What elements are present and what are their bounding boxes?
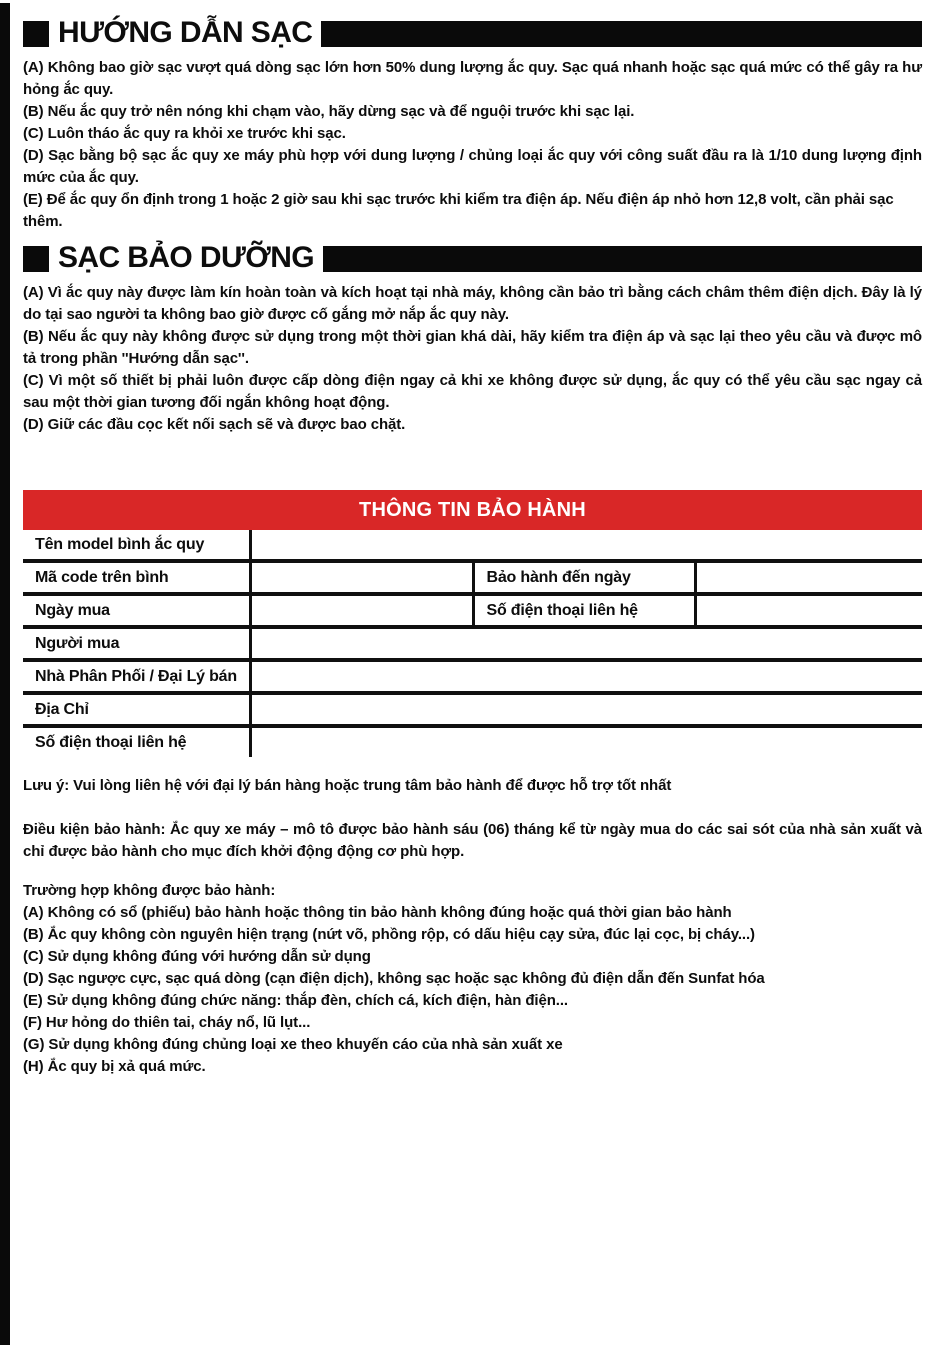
header-rule-bar xyxy=(323,246,922,272)
value-cell-dealer xyxy=(250,660,922,693)
value-cell-purchase-date xyxy=(250,594,473,627)
black-square-bullet xyxy=(23,21,49,47)
table-row-contact-phone xyxy=(23,726,922,757)
warranty-exclusions xyxy=(23,880,922,1078)
section-charging-header xyxy=(23,16,922,52)
maintenance-paragraph-d: (D) Giữ các đầu cọc kết nối sạch sẽ và được bao chặt. xyxy=(23,416,406,433)
exclusion-item-a: (A) Không có sổ (phiếu) bảo hành hoặc thông tin bảo hành không đúng hoặc quá thời gian bảo hành xyxy=(23,904,732,921)
table-row-address xyxy=(23,693,922,726)
charging-paragraph-c: (C) Luôn tháo ắc quy ra khỏi xe trước khi sạc. xyxy=(23,125,346,142)
exclusion-item-d: (D) Sạc ngược cực, sạc quá dòng (cạn điện dịch), không sạc hoặc sạc không đủ điện dẫn đến Sunfat hóa xyxy=(23,970,765,987)
charging-paragraph-a: (A) Không bao giờ sạc vượt quá dòng sạc lớn hơn 50% dung lượng ắc quy. Sạc quá nhanh hoặc sạc quá mức có thể gây ra hư hỏng ắc quy. xyxy=(23,59,922,98)
section-charging-title: HƯỚNG DẪN SẠC xyxy=(58,16,313,49)
table-row-buyer xyxy=(23,627,922,660)
label-cell-buyer: Người mua xyxy=(23,627,250,660)
charging-paragraph-e: (E) Để ắc quy ổn định trong 1 hoặc 2 giờ sau khi sạc trước khi kiểm tra điện áp. Nếu điện áp nhỏ hơn 12,8 volt, cần phải sạc thêm. xyxy=(23,191,894,230)
label-cell-dealer: Nhà Phân Phối / Đại Lý bán xyxy=(23,660,250,693)
maintenance-paragraph-c: (C) Vì một số thiết bị phải luôn được cấp dòng điện ngay cả khi xe không được sử dụng, ắc quy có thể yêu cầu sạc ngay cả sau một thời gian tương đối ngắn không hoạt động. xyxy=(23,372,922,411)
exclusion-item-h: (H) Ắc quy bị xả quá mức. xyxy=(23,1058,206,1075)
value-cell-contact-phone xyxy=(250,726,922,757)
label-cell-model: Tên model bình ắc quy xyxy=(23,530,250,561)
value-cell-buyer xyxy=(250,627,922,660)
maintenance-paragraph-b: (B) Nếu ắc quy này không được sử dụng trong một thời gian khá dài, hãy kiểm tra điện áp và sạc lại theo yêu cầu và được mô tả trong phần ''Hướng dẫn sạc''. xyxy=(23,328,922,367)
value-cell-warranty-until xyxy=(695,561,922,594)
left-fold-bar xyxy=(0,3,10,1345)
table-row-dealer xyxy=(23,660,922,693)
section-charging xyxy=(23,16,922,233)
value-cell-phone xyxy=(695,594,922,627)
support-note: Lưu ý: Vui lòng liên hệ với đại lý bán hàng hoặc trung tâm bảo hành để được hỗ trợ tốt nhất xyxy=(23,777,672,794)
value-cell-model xyxy=(250,530,922,561)
warranty-conditions: Điều kiện bảo hành: Ắc quy xe máy – mô tô được bảo hành sáu (06) tháng kể từ ngày mua do các sai sót của nhà sản xuất và chỉ được bảo hành cho mục đích khởi động động cơ phù hợp. xyxy=(23,821,922,860)
charging-paragraphs xyxy=(23,57,922,233)
warranty-info-section xyxy=(23,490,922,757)
exclusions-title: Trường hợp không được bảo hành: xyxy=(23,882,276,899)
exclusion-item-e: (E) Sử dụng không đúng chức năng: thắp đèn, chích cá, kích điện, hàn điện... xyxy=(23,992,568,1009)
table-row-model xyxy=(23,530,922,561)
section-maintenance-title: SẠC BẢO DƯỠNG xyxy=(58,241,315,274)
maintenance-paragraphs xyxy=(23,282,922,436)
exclusion-item-c: (C) Sử dụng không đúng với hướng dẫn sử dụng xyxy=(23,948,371,965)
warranty-table-header: THÔNG TIN BẢO HÀNH xyxy=(23,490,922,530)
exclusion-item-b: (B) Ắc quy không còn nguyên hiện trạng (nứt võ, phồng rộp, có dấu hiệu cạy sửa, đúc lại cọc, bị cháy...) xyxy=(23,926,755,943)
charging-paragraph-b: (B) Nếu ắc quy trở nên nóng khi chạm vào, hãy dừng sạc và để nguội trước khi sạc lại. xyxy=(23,103,635,120)
exclusion-item-f: (F) Hư hỏng do thiên tai, cháy nổ, lũ lụt... xyxy=(23,1014,311,1031)
section-maintenance-header xyxy=(23,241,922,277)
charging-paragraph-d: (D) Sạc bằng bộ sạc ắc quy xe máy phù hợp với dung lượng / chủng loại ắc quy với công suất đầu ra là 1/10 dung lượng định mức của ắc quy. xyxy=(23,147,922,186)
warranty-table xyxy=(23,530,922,757)
label-cell-purchase-date: Ngày mua xyxy=(23,594,250,627)
label-cell-phone: Số điện thoại liên hệ xyxy=(473,594,695,627)
value-cell-address xyxy=(250,693,922,726)
header-rule-bar xyxy=(321,21,922,47)
section-maintenance xyxy=(23,241,922,436)
table-row-date-phone xyxy=(23,594,922,627)
maintenance-paragraph-a: (A) Vì ắc quy này được làm kín hoàn toàn và kích hoạt tại nhà máy, không cần bảo trì bằng cách châm thêm điện dịch. Đây là lý do tại sao người ta không bao giờ được cố gắng mở nắp ắc quy này. xyxy=(23,284,922,323)
exclusion-item-g: (G) Sử dụng không đúng chủng loại xe theo khuyến cáo của nhà sản xuất xe xyxy=(23,1036,563,1053)
label-cell-contact-phone: Số điện thoại liên hệ xyxy=(23,726,250,757)
label-cell-code: Mã code trên bình xyxy=(23,561,250,594)
label-cell-address: Địa Chỉ xyxy=(23,693,250,726)
table-row-code-warranty xyxy=(23,561,922,594)
black-square-bullet xyxy=(23,246,49,272)
label-cell-warranty-until: Bảo hành đến ngày xyxy=(473,561,695,594)
value-cell-code xyxy=(250,561,473,594)
